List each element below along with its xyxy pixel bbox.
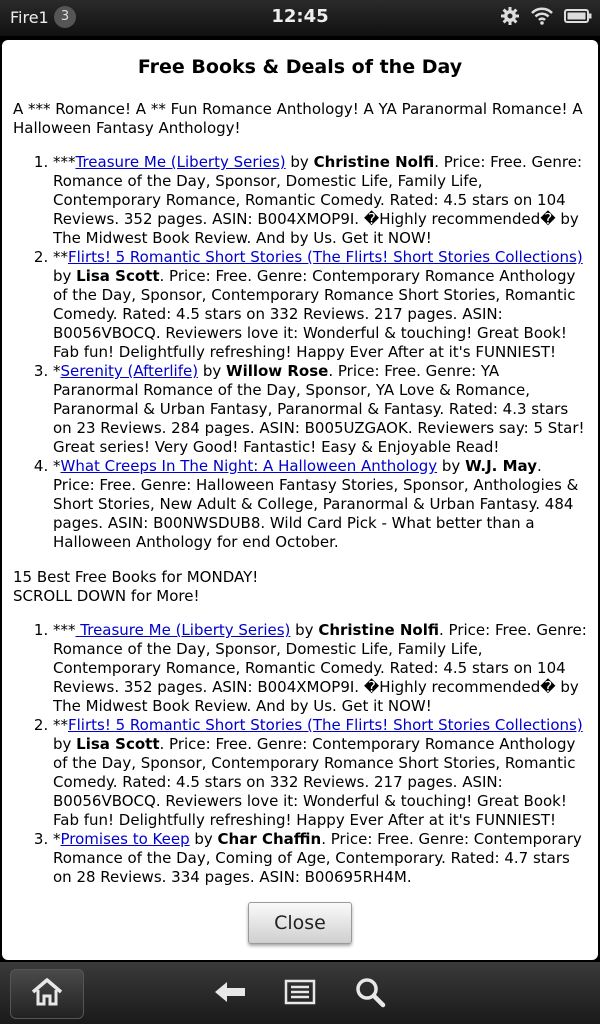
menu-button[interactable]: [282, 976, 318, 1012]
book-link[interactable]: Promises to Keep: [60, 830, 190, 848]
book-details: . Price: Free. Genre: Romance of the Day, Sponsor, Domestic Life, Family Life, Contemporary Romance, Romantic Comedy. Rated: 4.5 stars on 104 Reviews. 352 pages. ASIN: B004XMOP9I. �Highly recommended� by The Midwest Book Review. And by Us. Get it NOW!: [53, 621, 587, 715]
by-text: by: [189, 830, 218, 848]
deals-dialog: [2, 40, 598, 960]
by-text: by: [290, 621, 319, 639]
rating-stars: ***: [53, 621, 76, 639]
dialog-content[interactable]: [13, 100, 588, 903]
list-item: [53, 153, 588, 248]
book-details: . Price: Free. Genre: YA Paranormal Romance of the Day, Sponsor, YA Love & Romance, Paranormal & Urban Fantasy, Paranormal & Fantasy. Rated: 4.3 stars on 23 Reviews. 284 pages. ASIN: B005UZGAOK. Reviewers say: 5 Star! Great series! Very Good! Fantastic! Easy & Enjoyable Read!: [53, 362, 585, 456]
search-button[interactable]: [352, 976, 388, 1012]
by-text: by: [53, 735, 77, 753]
back-button[interactable]: [212, 976, 248, 1012]
wifi-icon: [530, 6, 554, 26]
status-icons: [500, 6, 592, 26]
device-name: Fire1: [10, 8, 49, 27]
list-item: [53, 621, 588, 716]
author-name: Lisa Scott: [76, 267, 160, 285]
book-link[interactable]: Flirts! 5 Romantic Short Stories (The Flirts! Short Stories Collections): [68, 716, 583, 734]
rating-stars: *: [53, 830, 61, 848]
battery-icon: [564, 8, 592, 24]
book-list-monday: [13, 621, 588, 887]
menu-icon: [284, 979, 316, 1009]
back-arrow-icon: [213, 979, 247, 1009]
list-item: [53, 362, 588, 457]
author-name: Christine Nolfi: [318, 621, 439, 639]
status-bar: [0, 0, 600, 36]
book-details: . Price: Free. Genre: Contemporary Romance of the Day, Coming of Age, Contemporary. Rated: 4.7 stars on 28 Reviews. 334 pages. ASIN: B00695RH4M.: [53, 830, 582, 886]
book-details: . Price: Free. Genre: Contemporary Romance Anthology of the Day, Sponsor, Contemporary Romance Short Stories, Romantic Comedy. Rated: 4.5 stars on 332 Reviews. 217 pages. ASIN: B0056VBOCQ. Reviewers love it: Wonderful & touching! Great Book! Fab fun! Delightfully refreshing! Happy Ever After at it's FUNNIEST!: [53, 267, 576, 361]
book-details: . Price: Free. Genre: Romance of the Day, Sponsor, Domestic Life, Family Life, Contemporary Romance, Romantic Comedy. Rated: 4.5 stars on 104 Reviews. 352 pages. ASIN: B004XMOP9I. �Highly recommended� by The Midwest Book Review. And by Us. Get it NOW!: [53, 153, 583, 247]
by-text: by: [285, 153, 314, 171]
list-item: [53, 248, 588, 362]
by-text: by: [198, 362, 227, 380]
book-link[interactable]: Treasure Me (Liberty Series): [75, 153, 286, 171]
rating-stars: *: [53, 457, 61, 475]
author-name: W.J. May: [465, 457, 537, 475]
book-details: . Price: Free. Genre: Contemporary Romance Anthology of the Day, Sponsor, Contemporary Romance Short Stories, Romantic Comedy. Rated: 4.5 stars on 332 Reviews. 217 pages. ASIN: B0056VBOCQ. Reviewers love it: Wonderful & touching! Great Book! Fab fun! Delightfully refreshing! Happy Ever After at it's FUNNIEST!: [53, 735, 576, 829]
by-text: by: [53, 267, 77, 285]
book-link[interactable]: What Creeps In The Night: A Halloween Anthology: [60, 457, 438, 475]
home-button[interactable]: [10, 969, 84, 1019]
dialog-title: Free Books & Deals of the Day: [137, 56, 463, 78]
author-name: Char Chaffin: [217, 830, 322, 848]
status-clock: 12:45: [271, 6, 329, 27]
rating-stars: *: [53, 362, 61, 380]
home-icon: [30, 977, 64, 1011]
close-button[interactable]: Close: [248, 902, 352, 944]
author-name: Christine Nolfi: [313, 153, 435, 171]
book-list-featured: [13, 153, 588, 552]
rating-stars: ***: [53, 153, 76, 171]
book-link[interactable]: Serenity (Afterlife): [60, 362, 199, 380]
rating-stars: **: [53, 716, 68, 734]
by-text: by: [437, 457, 466, 475]
book-link[interactable]: Flirts! 5 Romantic Short Stories (The Flirts! Short Stories Collections): [68, 248, 583, 266]
bottom-nav-bar: [0, 962, 600, 1024]
book-link[interactable]: Treasure Me (Liberty Series): [75, 621, 291, 639]
settings-gear-icon[interactable]: [500, 6, 520, 26]
section-subheading: SCROLL DOWN for More!: [13, 587, 200, 605]
section-heading: 15 Best Free Books for MONDAY!: [13, 568, 259, 586]
book-details: . Price: Free. Genre: Halloween Fantasy Stories, Sponsor, Anthologies & Short Stories, New Adult & College, Paranormal & Urban Fantasy. 484 pages. ASIN: B00NWSDUB8. Wild Card Pick - What better than a Halloween Anthology for end October.: [53, 457, 579, 551]
intro-text: A *** Romance! A ** Fun Romance Anthology! A YA Paranormal Romance! A Halloween Fantasy Anthology!: [13, 100, 583, 137]
list-item: [53, 457, 588, 552]
author-name: Lisa Scott: [76, 735, 160, 753]
rating-stars: **: [53, 248, 68, 266]
notification-count-badge[interactable]: 3: [54, 6, 76, 28]
author-name: Willow Rose: [226, 362, 329, 380]
search-icon: [354, 976, 386, 1012]
list-item: [53, 830, 588, 887]
list-item: [53, 716, 588, 830]
